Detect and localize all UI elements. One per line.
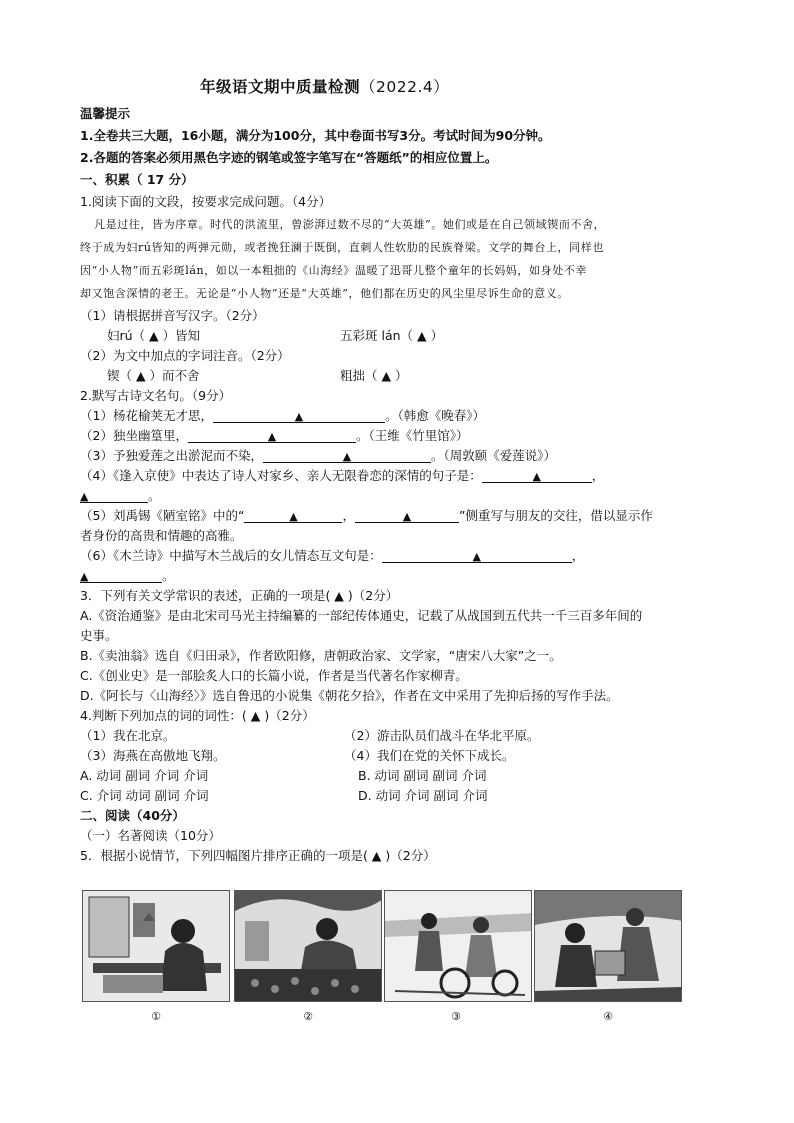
q2-line-5-comma: ， (342, 508, 355, 523)
q4-sentence-2: （2）游击队员们战斗在华北平原。 (344, 728, 540, 743)
q1-passage-line-1: 凡是过往，皆为序章。时代的洪流里，曾澎湃过数不尽的“大英雄”。她们或是在自己领域锲而不舍， (94, 218, 606, 231)
answer-marker: ▲ (532, 470, 541, 483)
illustration-4 (534, 890, 682, 1002)
picture-number-4: ④ (603, 1010, 613, 1023)
q2-line-3-text: （3）予独爱莲之出淤泥而不染， (80, 448, 263, 463)
q2-line-6-text: （6）《木兰诗》中描写木兰战后的女儿情态互文句是： (80, 548, 382, 563)
q3-option-c[interactable]: C.《创业史》是一部脍炙人口的长篇小说，作者是当代著名作家柳青。 (80, 668, 468, 683)
q1-passage-line-3: 因“小人物”而五彩斑lán，如以一本粗拙的《山海经》温暖了迅哥儿整个童年的长妈妈，如身处不幸 (80, 264, 588, 277)
q4-sentence-1: （1）我在北京。 (80, 728, 176, 743)
q1-sub2-item-b[interactable]: 粗拙（ ▲ ） (340, 368, 408, 383)
q4-option-d[interactable]: D. 动词 介词 副词 介词 (358, 788, 488, 803)
q2-line-3 (80, 448, 556, 464)
answer-blank[interactable] (80, 568, 162, 583)
tips-line-2: 2.各题的答案必须用黑色字迹的钢笔或签字笔写在“答题纸”的相应位置上。 (80, 150, 498, 165)
q3-option-a[interactable]: A.《资治通鉴》是由北宋司马光主持编纂的一部纪传体通史，记载了从战国到五代共一千三百多年间的 (80, 608, 643, 623)
q4-option-b[interactable]: B. 动词 副词 副词 介词 (358, 768, 487, 783)
q4-sentence-4: （4）我们在党的关怀下成长。 (344, 748, 515, 763)
q3-option-a-cont: 史事。 (80, 628, 118, 643)
q2-line-1-text: （1）杨花榆荚无才思， (80, 408, 213, 423)
q5-stem: 5．根据小说情节，下列四幅图片排序正确的一项是( ▲ )（2分） (80, 848, 436, 863)
q3-option-b[interactable]: B.《卖油翁》选自《归田录》，作者欧阳修，唐朝政治家、文学家，“唐宋八大家”之一。 (80, 648, 562, 663)
q4-option-c[interactable]: C. 介词 动词 副词 介词 (80, 788, 209, 803)
exam-title: 年级语文期中质量检测 (200, 78, 361, 96)
q4-sentence-3: （3）海燕在高傲地飞翔。 (80, 748, 226, 763)
q2-line-2-source: 。（王维《竹里馆》） (355, 428, 469, 443)
illustration-1 (82, 890, 230, 1002)
q2-line-5-text: （5）刘禹锡《陋室铭》中的“ (80, 508, 245, 523)
q2-line-5-rest: ”侧重写与朋友的交往，借以显示作 (458, 508, 653, 523)
tips-heading: 温馨提示 (80, 106, 131, 121)
q1-stem: 1.阅读下面的文段，按要求完成问题。（4分） (80, 194, 332, 209)
q2-line-2 (80, 428, 468, 444)
tips-line-1: 1.全卷共三大题，16小题，满分为100分，其中卷面书写3分。考试时间为90分钟。 (80, 128, 551, 143)
q2-line-3-source: 。（周敦颐《爱莲说》） (430, 448, 556, 463)
answer-marker: ▲ (80, 490, 89, 503)
q4-option-a[interactable]: A. 动词 副词 介词 介词 (80, 768, 209, 783)
picture-number-1: ① (151, 1010, 161, 1023)
answer-blank[interactable] (355, 508, 459, 523)
answer-blank[interactable] (263, 448, 431, 463)
q2-line-5 (80, 508, 653, 524)
answer-blank[interactable] (382, 548, 572, 563)
answer-marker: ▲ (342, 450, 352, 463)
q3-stem: 3．下列有关文学常识的表述，正确的一项是( ▲ )（2分） (80, 588, 399, 603)
answer-blank[interactable] (244, 508, 342, 523)
q2-line-4-cont (80, 488, 161, 504)
answer-marker: ▲ (472, 550, 481, 563)
q1-passage-line-4: 却又饱含深情的老王。无论是“小人物”还是“大英雄”，他们都在历史的风尘里尽诉生命的意义。 (80, 287, 569, 300)
answer-marker: ▲ (267, 430, 277, 443)
q2-stem: 2.默写古诗文名句。（9分） (80, 388, 232, 403)
q1-sub2: （2）为文中加点的字词注音。（2分） (80, 348, 290, 363)
answer-marker: ▲ (402, 510, 412, 523)
q2-line-6-comma: ， (571, 548, 585, 563)
answer-marker: ▲ (289, 510, 298, 523)
illustration-3 (384, 890, 532, 1002)
q2-line-1-source: 。（韩愈《晚春》） (384, 408, 485, 423)
q1-sub2-item-a[interactable]: 锲（ ▲ ）而不舍 (107, 368, 200, 383)
q3-option-d[interactable]: D.《阿长与〈山海经〉》选自鲁迅的小说集《朝花夕拾》，作者在文中采用了先抑后扬的写作手法。 (80, 688, 619, 703)
q2-line-2-text: （2）独坐幽篁里， (80, 428, 188, 443)
q1-sub1-item-a[interactable]: 妇rú（ ▲ ）皆知 (107, 328, 201, 343)
q2-line-1 (80, 408, 485, 424)
q1-passage-line-2: 终于成为妇rú皆知的两弹元勋，或者挽狂澜于既倒，直刺人性软肋的民族脊梁。文学的舞台上，同样也 (80, 241, 604, 254)
q4-stem: 4.判断下列加点的词的词性：( ▲ )（2分） (80, 708, 315, 723)
page-title (200, 79, 449, 95)
answer-blank[interactable] (482, 468, 592, 483)
illustration-2 (234, 890, 382, 1002)
q2-line-4-comma: ， (591, 468, 605, 483)
picture-number-2: ② (303, 1010, 313, 1023)
q2-line-4-text: （4）《逢入京使》中表达了诗人对家乡、亲人无限眷恋的深情的句子是： (80, 468, 482, 483)
q2-line-6-end: 。 (162, 568, 175, 583)
answer-blank[interactable] (188, 428, 356, 443)
q2-line-6 (80, 548, 584, 564)
exam-date: （2022.4） (360, 78, 450, 96)
answer-blank[interactable] (80, 488, 148, 503)
answer-marker: ▲ (294, 410, 304, 423)
section1-heading: 一、积累（ 17 分） (80, 172, 194, 187)
answer-marker: ▲ (80, 570, 89, 583)
q2-line-6-cont (80, 568, 175, 584)
q2-line-4-end: 。 (148, 488, 161, 503)
q2-line-4 (80, 468, 604, 484)
picture-number-3: ③ (451, 1010, 461, 1023)
answer-blank[interactable] (213, 408, 385, 423)
section2-heading: 二、阅读（40分） (80, 808, 185, 823)
section2-sub: （一）名著阅读（10分） (80, 828, 221, 843)
q1-sub1-item-b[interactable]: 五彩斑 lán（ ▲ ） (340, 328, 444, 343)
q1-sub1: （1）请根据拼音写汉字。（2分） (80, 308, 265, 323)
q2-line-5-cont: 者身份的高贵和情趣的高雅。 (80, 528, 243, 543)
